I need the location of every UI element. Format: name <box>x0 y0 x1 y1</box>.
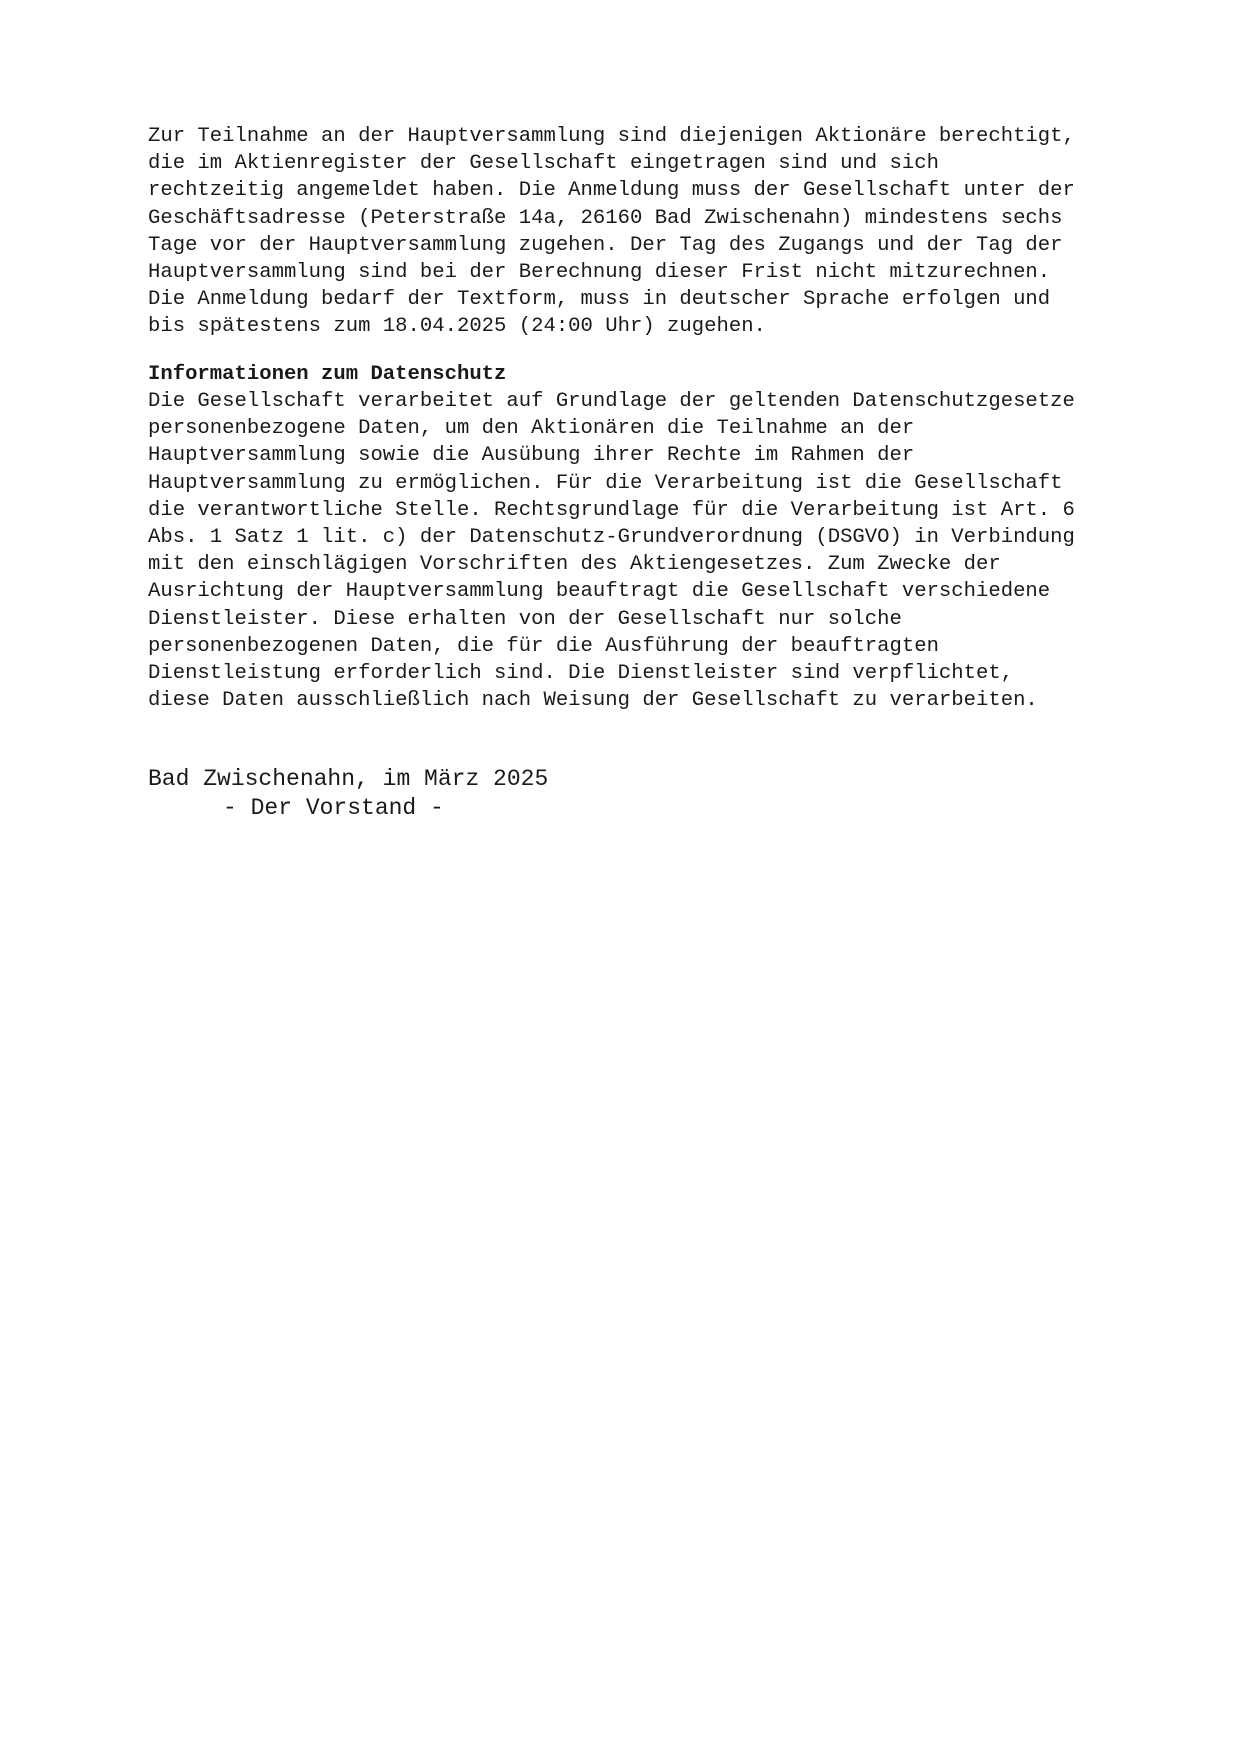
paragraph-line: Hauptversammlung sowie die Ausübung ihrer Rechte im Rahmen der <box>148 444 915 468</box>
paragraph-line: diese Daten ausschließlich nach Weisung der Gesellschaft zu verarbeiten. <box>148 689 1038 713</box>
paragraph-line: personenbezogenen Daten, die für die Ausführung der beauftragten <box>148 634 939 658</box>
paragraph-line: Ausrichtung der Hauptversammlung beauftragt die Gesellschaft verschiedene <box>148 580 1051 604</box>
paragraph-line: Dienstleister. Diese erhalten von der Gesellschaft nur solche <box>148 607 902 631</box>
paragraph-line: Die Gesellschaft verarbeitet auf Grundlage der geltenden Datenschutzgesetze <box>148 390 1075 413</box>
section-heading: Informationen zum Datenschutz <box>148 363 507 386</box>
data-protection-paragraph <box>148 388 1148 714</box>
participation-paragraph <box>148 123 1148 341</box>
paragraph-line: mit den einschlägigen Vorschriften des Aktiengesetzes. Zum Zwecke der <box>148 553 1001 577</box>
paragraph-line: Dienstleistung erforderlich sind. Die Dienstleister sind verpflichtet, <box>148 662 1014 686</box>
paragraph-line: Die Anmeldung bedarf der Textform, muss in deutscher Sprache erfolgen und <box>148 288 1051 312</box>
paragraph-line: die verantwortliche Stelle. Rechtsgrundlage für die Verarbeitung ist Art. 6 <box>148 498 1075 522</box>
signature: - Der Vorstand - <box>223 795 444 821</box>
paragraph-line: personenbezogene Daten, um den Aktionären die Teilnahme an der <box>148 417 915 441</box>
paragraph-line: Zur Teilnahme an der Hauptversammlung sind diejenigen Aktionäre berechtigt, <box>148 125 1075 148</box>
paragraph-line: Abs. 1 Satz 1 lit. c) der Datenschutz-Grundverordnung (DSGVO) in Verbindung <box>148 526 1075 550</box>
paragraph-line: Hauptversammlung zu ermöglichen. Für die Verarbeitung ist die Gesellschaft <box>148 471 1063 495</box>
paragraph-line: die im Aktienregister der Gesellschaft eingetragen sind und sich <box>148 152 939 176</box>
paragraph-line: Geschäftsadresse (Peterstraße 14a, 26160 Bad Zwischenahn) mindestens sechs <box>148 206 1063 230</box>
place-date: Bad Zwischenahn, im März 2025 <box>148 766 549 792</box>
paragraph-line: Hauptversammlung sind bei der Berechnung dieser Frist nicht mitzurechnen. <box>148 261 1051 285</box>
paragraph-line: rechtzeitig angemeldet haben. Die Anmeldung muss der Gesellschaft unter der <box>148 179 1075 203</box>
paragraph-line: bis spätestens zum 18.04.2025 (24:00 Uhr) zugehen. <box>148 315 766 339</box>
paragraph-line: Tage vor der Hauptversammlung zugehen. Der Tag des Zugangs und der Tag der <box>148 233 1063 257</box>
